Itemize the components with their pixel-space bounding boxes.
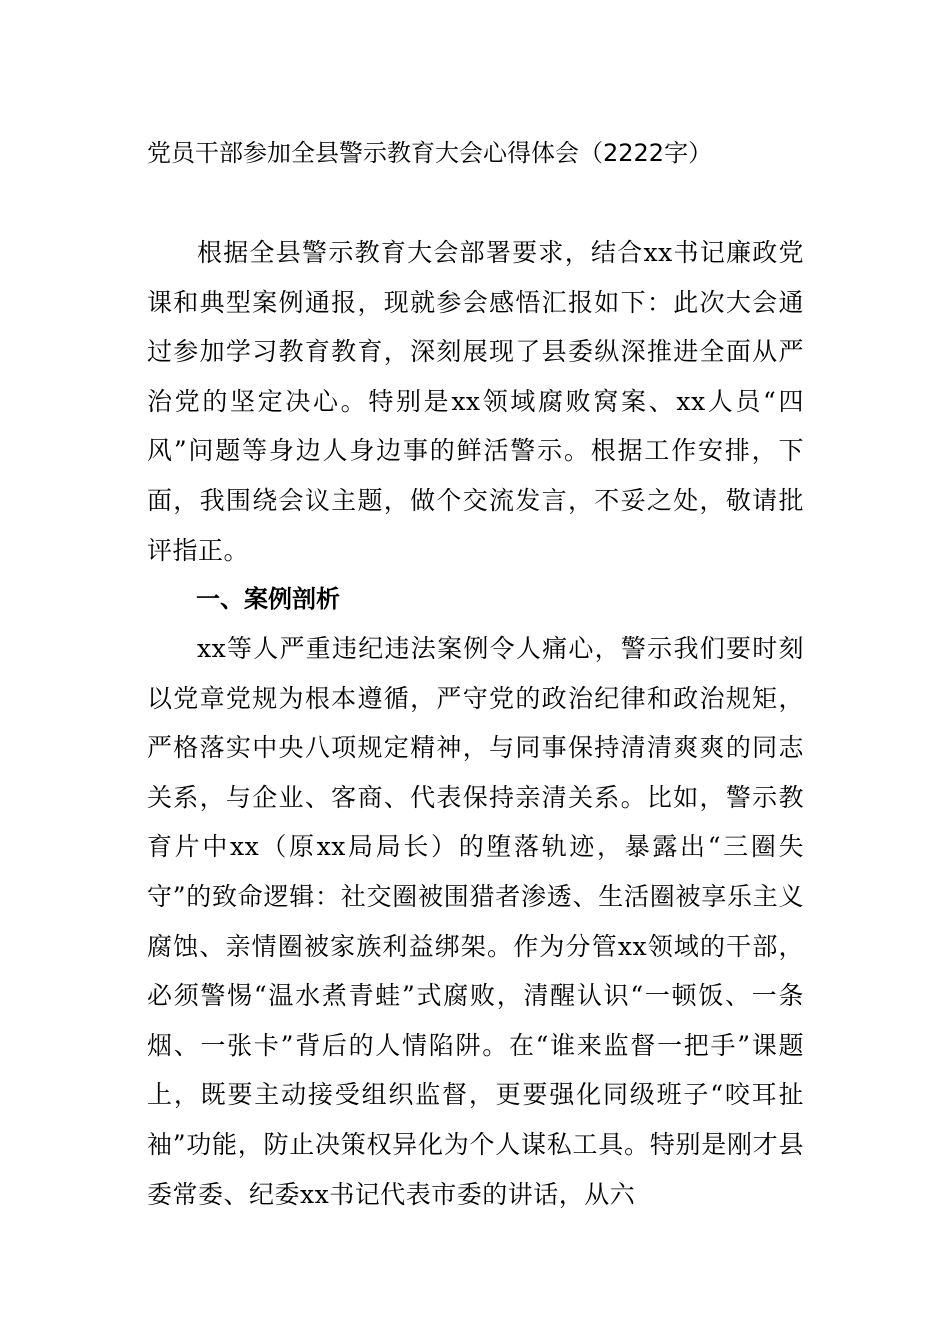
document-title: 党员干部参加全县警示教育大会心得体会（2222字） (147, 139, 713, 167)
section-heading-case-analysis: 一、案例剖析 (196, 585, 340, 613)
intro-paragraph: 根据全县警示教育大会部署要求，结合xx书记廉政党课和典型案例通报，现就参会感悟汇报如下：此次大会通过参加学习教育教育，深刻展现了县委纵深推进全面从严治党的坚定决心。特别是xx领域腐败窝案、xx人员“四风”问题等身边人身边事的鲜活警示。根据工作安排，下面，我围绕会议主题，做个交流发言，不妥之处，敬请批评指正。 (147, 238, 804, 565)
case-analysis-paragraph: xx等人严重违纪违法案例令人痛心，警示我们要时刻以党章党规为根本遵循，严守党的政治纪律和政治规矩，严格落实中央八项规定精神，与同事保持清清爽爽的同志关系，与企业、客商、代表保持亲清关系。比如，警示教育片中xx（原xx局局长）的堕落轨迹，暴露出“三圈失守”的致命逻辑：社交圈被围猎者渗透、生活圈被享乐主义腐蚀、亲情圈被家族利益绑架。作为分管xx领域的干部，必须警惕“温水煮青蛙”式腐败，清醒认识“一顿饭、一条烟、一张卡”背后的人情陷阱。在“谁来监督一把手”课题上，既要主动接受组织监督，更要强化同级班子“咬耳扯袖”功能，防止决策权异化为个人谋私工具。特别是刚才县委常委、纪委xx书记代表市委的讲话，从六 (147, 634, 804, 1209)
